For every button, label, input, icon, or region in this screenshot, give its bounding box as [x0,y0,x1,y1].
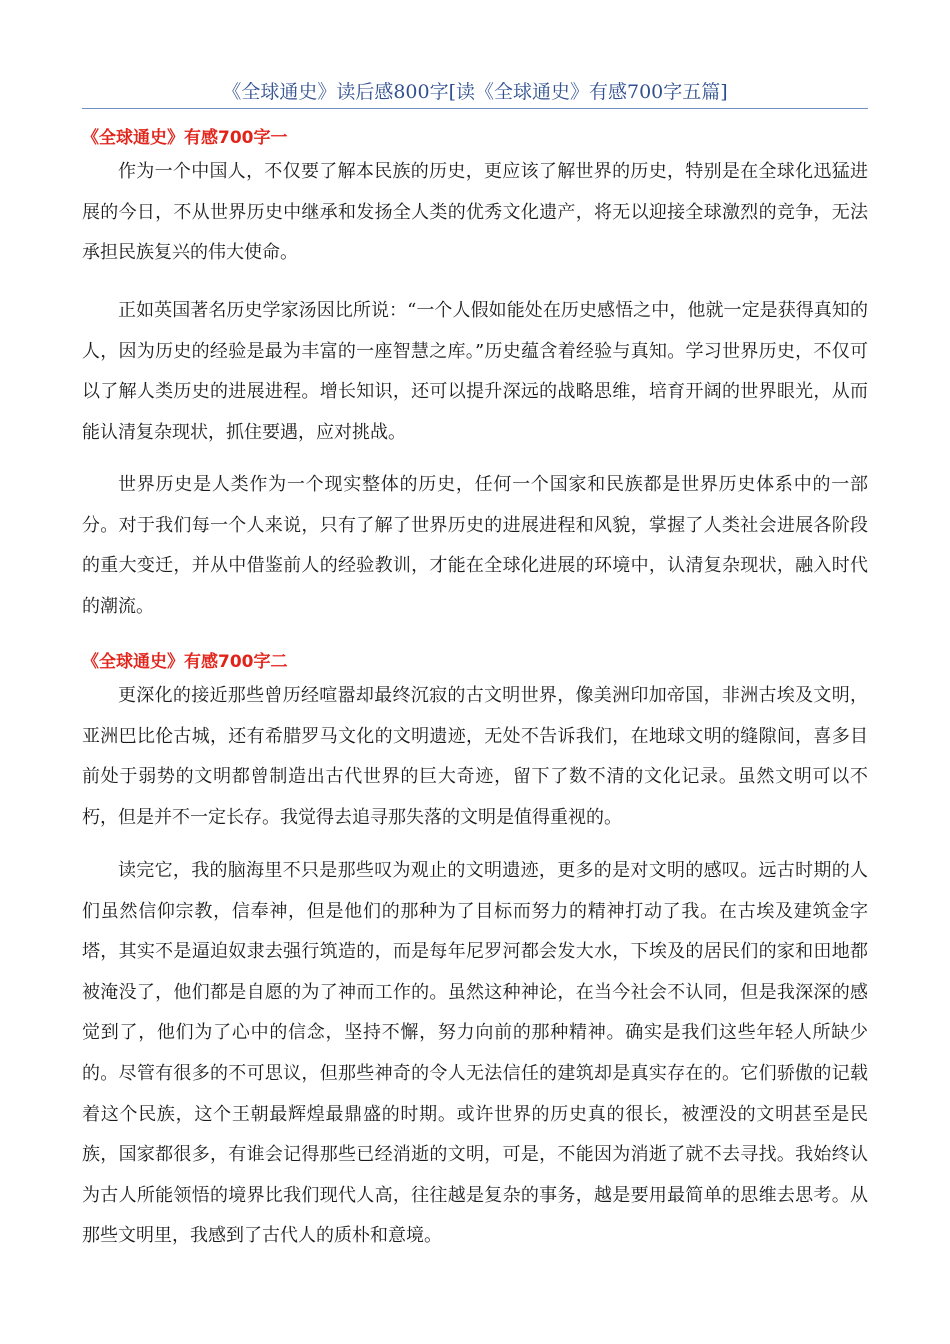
document-page [82,0,868,1344]
section-1-paragraph-2: 正如英国著名历史学家汤因比所说：“一个人假如能处在历史感悟之中，他就一定是获得真知的人，因为历史的经验是最为丰富的一座智慧之库。”历史蕴含着经验与真知。学习世界历史，不仅可以了解人类历史的进展进程。增长知识，还可以提升深远的战略思维，培育开阔的世界眼光，从而能认清复杂现状，抓住要遇，应对挑战。 [82,300,868,443]
section-heading-1: 《全球通史》有感700字一 [82,128,288,148]
section-1-paragraph-1: 作为一个中国人，不仅要了解本民族的历史，更应该了解世界的历史，特别是在全球化迅猛进展的今日，不从世界历史中继承和发扬全人类的优秀文化遗产，将无以迎接全球激烈的竞争，无法承担民族复兴的伟大使命。 [82,161,868,264]
page-header-title: 《全球通史》读后感800字[读《全球通史》有感700字五篇] [222,81,728,103]
section-2-paragraph-2: 读完它，我的脑海里不只是那些叹为观止的文明遗迹，更多的是对文明的感叹。远古时期的人们虽然信仰宗教，信奉神，但是他们的那种为了目标而努力的精神打动了我。在古埃及建筑金字塔，其实不是逼迫奴隶去强行筑造的，而是每年尼罗河都会发大水，下埃及的居民们的家和田地都被淹没了，他们都是自愿的为了神而工作的。虽然这种神论，在当今社会不认同，但是我深深的感觉到了，他们为了心中的信念，坚持不懈，努力向前的那种精神。确实是我们这些年轻人所缺少的。尽管有很多的不可思议，但那些神奇的令人无法信任的建筑却是真实存在的。它们骄傲的记载着这个民族，这个王朝最辉煌最鼎盛的时期。或许世界的历史真的很长，被湮没的文明甚至是民族，国家都很多，有谁会记得那些已经消逝的文明，可是，不能因为消逝了就不去寻找。我始终认为古人所能领悟的境界比我们现代人高，往往越是复杂的事务，越是要用最简单的思维去思考。从那些文明里，我感到了古代人的质朴和意境。 [82,860,868,1247]
header-divider [82,108,868,109]
section-2-paragraph-1: 更深化的接近那些曾历经喧嚣却最终沉寂的古文明世界，像美洲印加帝国，非洲古埃及文明，亚洲巴比伦古城，还有希腊罗马文化的文明遗迹，无处不告诉我们，在地球文明的缝隙间，喜多目前处于弱势的文明都曾制造出古代世界的巨大奇迹，留下了数不清的文化记录。虽然文明可以不朽，但是并不一定长存。我觉得去追寻那失落的文明是值得重视的。 [82,685,868,828]
section-1-paragraph-3: 世界历史是人类作为一个现实整体的历史，任何一个国家和民族都是世界历史体系中的一部分。对于我们每一个人来说，只有了解了世界历史的进展进程和风貌，掌握了人类社会进展各阶段的重大变迁，并从中借鉴前人的经验教训，才能在全球化进展的环境中，认清复杂现状，融入时代的潮流。 [82,474,868,617]
section-heading-2: 《全球通史》有感700字二 [82,652,288,672]
